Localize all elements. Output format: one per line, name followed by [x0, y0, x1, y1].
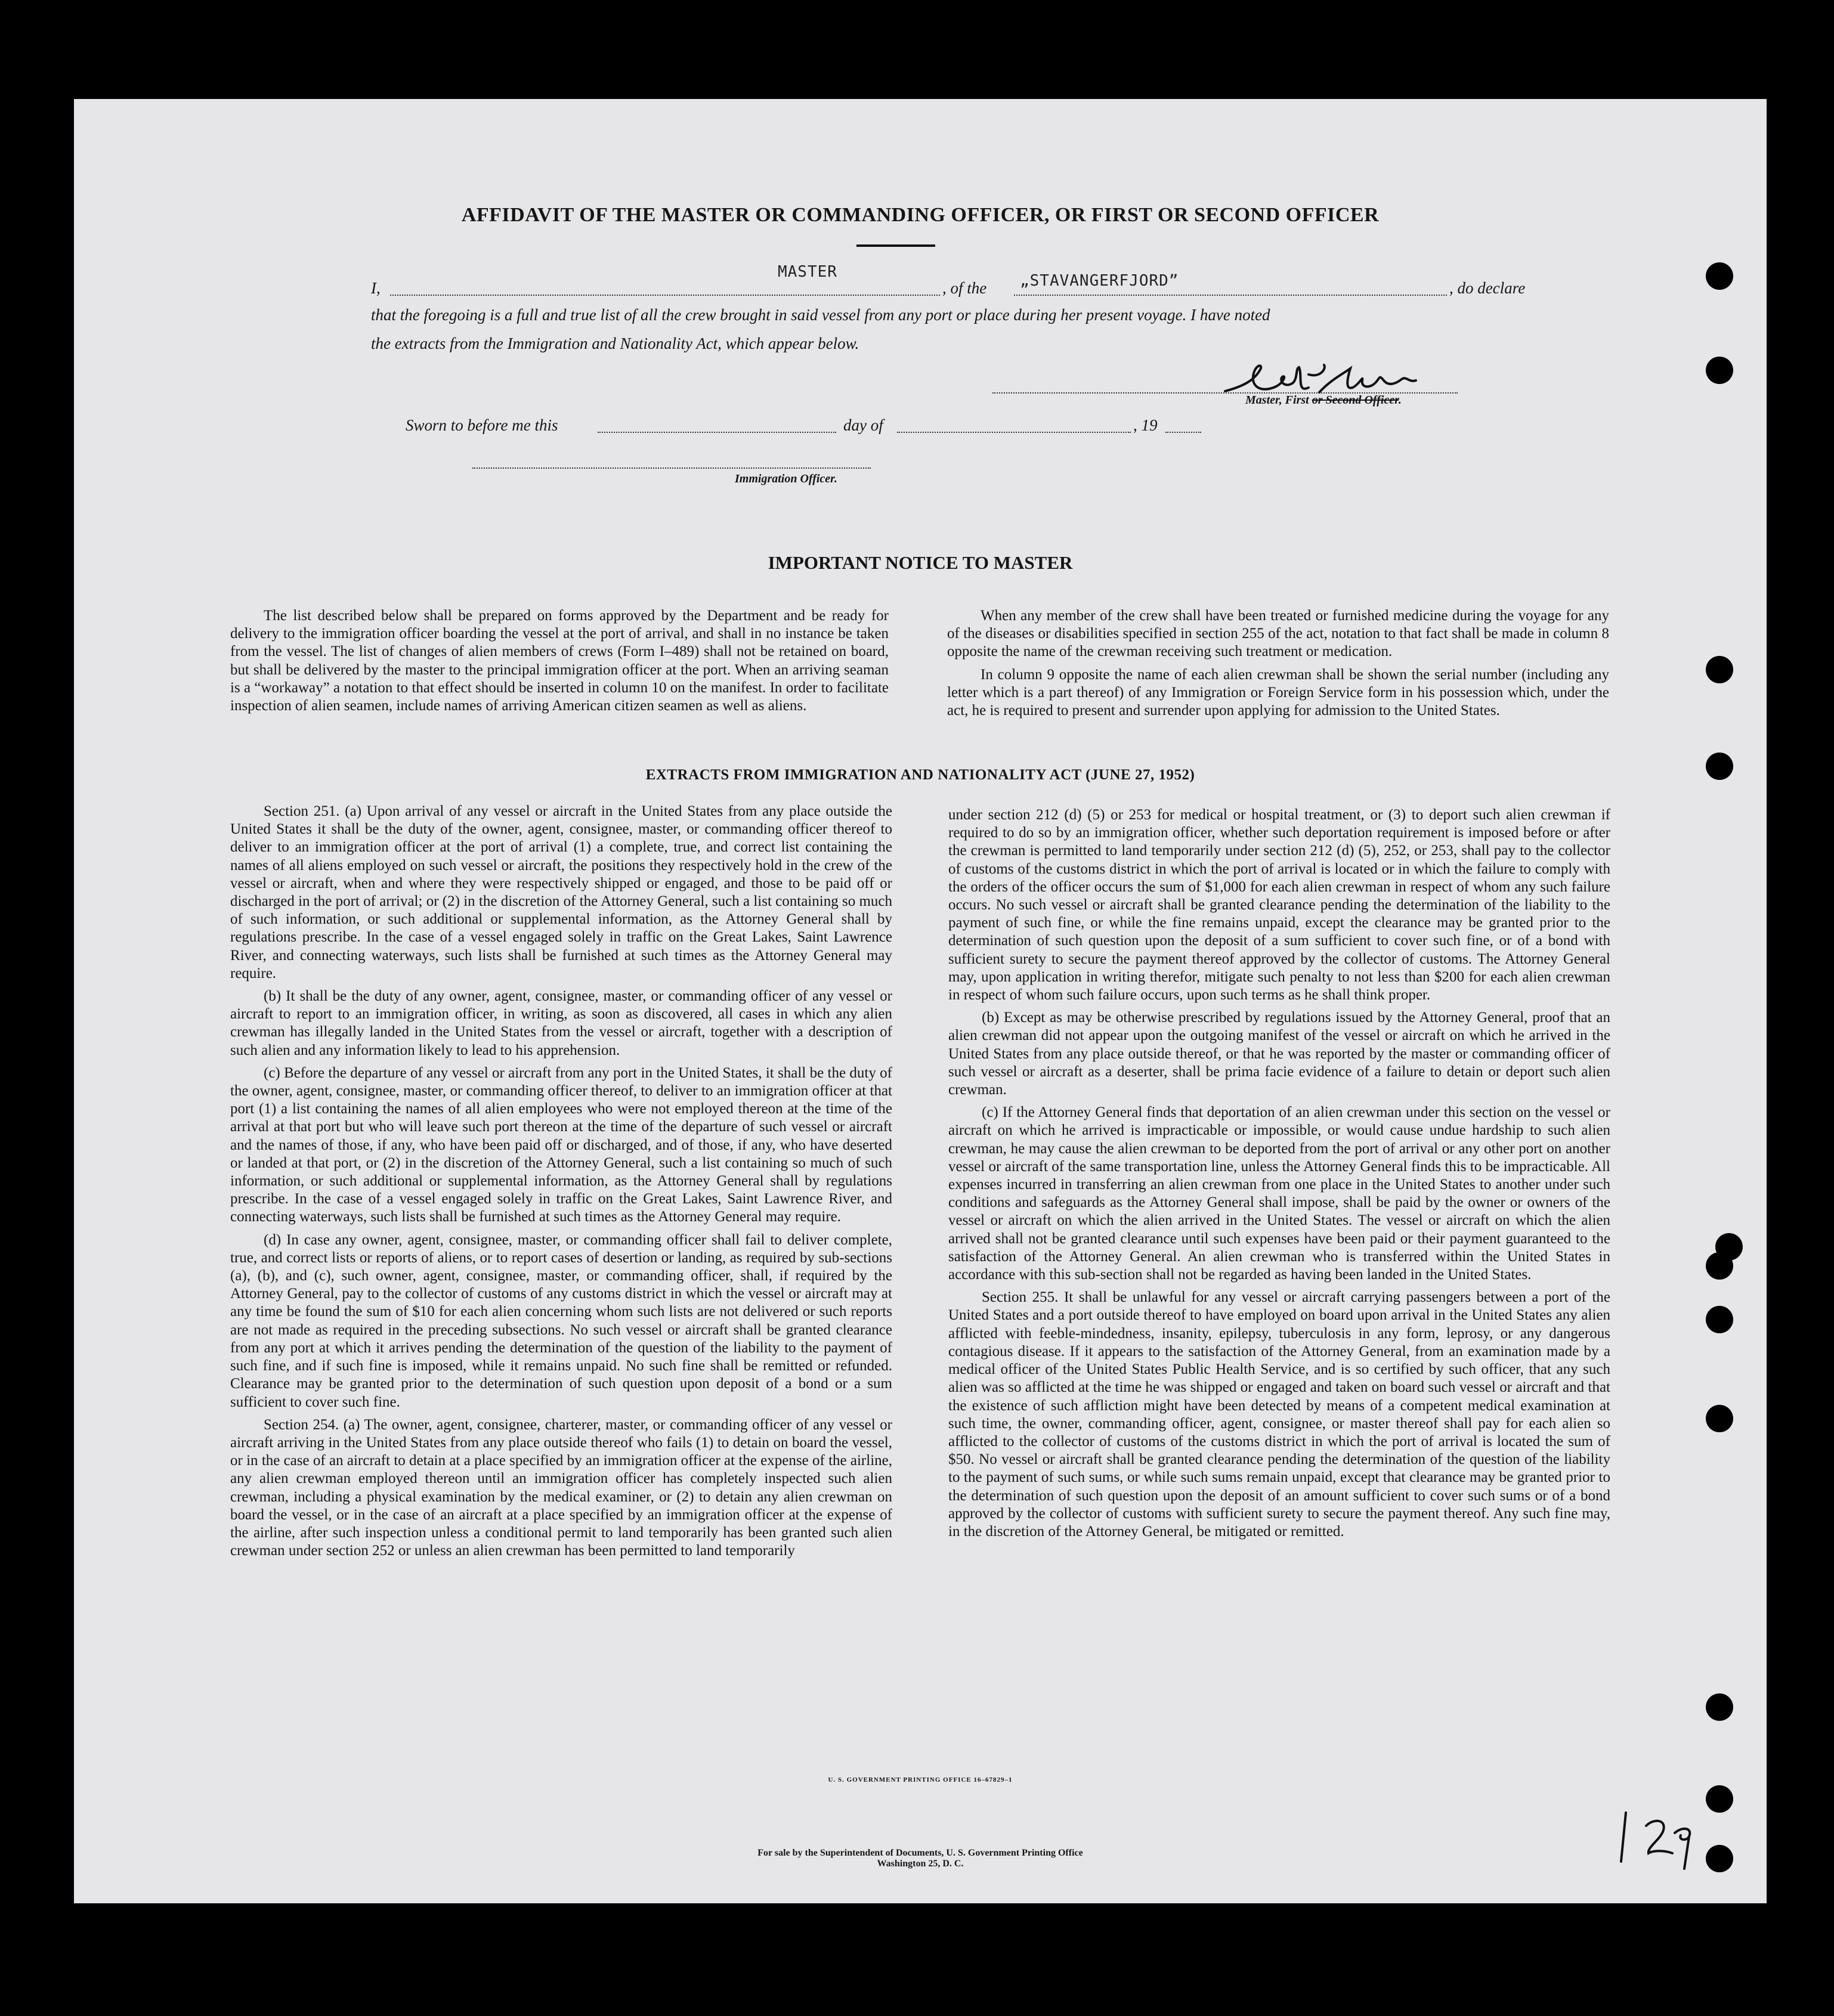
- signature-caption: [1245, 394, 1402, 407]
- extract-paragraph: (b) Except as may be otherwise prescribed by regulations issued by the Attorney General, proof that an alien crewman did not appear upon the outgoing manifest of the vessel or aircraft on which he arrived in the United States from any place outside thereof, or that he was reported by the master or commanding officer of such vessel or aircraft as a deserter, shall be prima facie evidence of a failure to detain or deport such alien crewman.: [948, 1009, 1610, 1098]
- punch-hole: [1706, 1252, 1733, 1280]
- affidavit-statement: [371, 301, 1540, 358]
- officer-blank: [390, 295, 940, 296]
- sworn-label: Sworn to before me this: [406, 416, 558, 434]
- notice-left-column: [230, 607, 889, 720]
- footer-line-2: Washington 25, D. C.: [877, 1859, 964, 1869]
- notice-left-paragraph: The list described below shall be prepared on forms approved by the Department and be ready for delivery to the immigration officer boarding the vessel at the port of arrival, and shall in no instance be taken from the vessel. The list of changes of alien members of crews (Form I–489) shall not be retained on board, but shall be delivered by the master to the principal immigration officer at the port. When an arriving seaman is a “workaway” a notation to that effect should be inserted in column 10 on the manifest. In order to facilitate inspection of alien seamen, include names of arriving American citizen seamen as well as aliens.: [230, 608, 889, 714]
- of-the-label: , of the: [942, 279, 987, 297]
- extract-paragraph: (b) It shall be the duty of any owner, agent, consignee, master, or commanding officer of any vessel or aircraft to report to an immigration officer, in writing, as soon as discovered, all cases in which any alien crewman has illegally landed in the United States from the vessel or aircraft, together with a description of such alien and any information likely to lead to his apprehension.: [230, 988, 892, 1058]
- notice-right-paragraph-1: When any member of the crew shall have been treated or furnished medicine during the voyage for any of the diseases or disabilities specified in section 255 of the act, notation to that fact shall be made in column 8 opposite the name of the crewman receiving such treatment or medication.: [947, 608, 1609, 660]
- year-label: , 19: [1133, 416, 1158, 434]
- extracts-left-column: [230, 803, 892, 1565]
- extract-paragraph: (d) In case any owner, agent, consignee, master, or commanding officer shall fail to deliver complete, true, and correct lists or reports of aliens, or to report cases of desertion or landing, as required by sub-sections (a), (b), and (c), such owner, agent, consignee, master, or commanding officer, shall, if required by the Attorney General, pay to the collector of customs of any customs district in which the vessel or aircraft may at any time be found the sum of $10 for each alien concerning whom such lists are not delivered or such reports are not made as required in the preceding subsections. No such vessel or aircraft shall be granted clearance from any port at which it arrives pending the determination of the question of the liability to the payment of such fine, and if such fine is imposed, while it remains unpaid. No such fine shall be remitted or refunded. Clearance may be granted prior to the determination of such question upon deposit of a bond or a sum sufficient to cover such fine.: [230, 1231, 892, 1410]
- extract-paragraph: Section 254. (a) The owner, agent, consignee, charterer, master, or commanding officer of any vessel or aircraft arriving in the United States from any place outside thereof who fails (1) to detain on board the vessel, or in the case of an aircraft to detain at a place specified by an immigration officer at the expense of the airline, any alien crewman employed thereon until an immigration officer has completely inspected such alien crewman, including a physical examination by the medical examiner, or (2) to detain any alien crewman on board the vessel, or in the case of an aircraft at a place specified by an immigration officer at the expense of the airline, after such inspection unless a conditional permit to land temporarily has been granted such alien crewman under section 252 or unless an alien crewman has been permitted to land temporarily: [230, 1416, 892, 1559]
- caption-struck: or Second Officer: [1312, 394, 1399, 407]
- handwritten-page-number: [1613, 1802, 1708, 1873]
- do-declare-label: , do declare: [1449, 279, 1526, 297]
- punch-hole: [1706, 752, 1733, 780]
- footer-line-1: For sale by the Superintendent of Documents, U. S. Government Printing Office: [757, 1848, 1083, 1858]
- sworn-day-blank: [598, 432, 836, 433]
- immigration-officer-label: Immigration Officer.: [735, 472, 837, 485]
- vessel-stamp: „STAVANGERFJORD”: [1020, 272, 1179, 290]
- punch-hole: [1706, 1845, 1733, 1872]
- punch-hole: [1706, 1693, 1733, 1721]
- punch-hole: [1706, 1785, 1733, 1813]
- notice-right-column: [947, 607, 1609, 724]
- year-blank: [1165, 432, 1201, 433]
- gpo-imprint: U. S. GOVERNMENT PRINTING OFFICE 16–67829–1: [828, 1776, 1013, 1783]
- vessel-blank: [1014, 295, 1447, 296]
- notice-title: IMPORTANT NOTICE TO MASTER: [768, 552, 1073, 573]
- immigration-officer-line: [472, 467, 871, 469]
- punch-hole: [1706, 357, 1733, 384]
- extract-paragraph: Section 255. It shall be unlawful for any vessel or aircraft carrying passengers between a port of the United States and a port outside thereof to have employed on board upon arrival in the United States any alien afflicted with feeble-mindedness, insanity, epilepsy, tuberculosis in any form, leprosy, or any dangerous contagious disease. If it appears to the satisfaction of the Attorney General, from an examination made by a medical officer of the United States Public Health Service, and is so certified by such officer, that any such alien was so afflicted at the time he was shipped or engaged and taken on board such vessel or aircraft and that the existence of such affliction might have been detected by means of a competent medical examination at such time, the owner, commanding officer, agent, consignee, or master thereof shall pay for each alien so afflicted to the collector of customs of the customs district in which the port of arrival is located the sum of $50. No vessel or aircraft shall be granted clearance pending the determination of the question of the liability to the payment of such sums, or while such sums remain unpaid, except that clearance may be granted prior to the determination of such question upon the deposit of an amount sufficient to cover such sums or of a bond approved by the collector of customs with sufficient surety to secure the payment thereof. Any such fine may, in the discretion of the Attorney General, be mitigated or remitted.: [948, 1289, 1610, 1540]
- statement-line-1: that the foregoing is a full and true list of all the crew brought in said vessel from any port or place during her present voyage. I have noted: [371, 306, 1270, 324]
- notice-right-paragraph-2: In column 9 opposite the name of each alien crewman shall be shown the serial number (including any letter which is a part thereof) of any Immigration or Foreign Service form in his possession which, under the act, he is required to present and surrender upon applying for admission to the United States.: [947, 666, 1609, 719]
- statement-line-2: the extracts from the Immigration and Nationality Act, which appear below.: [371, 335, 859, 352]
- punch-hole: [1706, 262, 1733, 290]
- extracts-right-column: [948, 806, 1610, 1546]
- caption-end: .: [1398, 394, 1402, 407]
- extract-paragraph: (c) Before the departure of any vessel or aircraft from any port in the United States, it shall be the duty of the owner, agent, consignee, master, or commanding officer thereof, to deliver to an immigration officer at that port (1) a list containing the names of all alien employees who were not employed thereon at the time of the arrival at that port but who will leave such port thereon at the time of the departure of such vessel or aircraft and the names of those, if any, who have been paid off or discharged, and of those, if any, who have deserted or landed at that port, or (2) in the discretion of the Attorney General, such a list containing so much of such information, or such additional or supplemental information, as the Attorney General shall by regulations prescribe. In the case of a vessel engaged solely in traffic on the Great Lakes, Saint Lawrence River, and connecting waterways, such lists shall be furnished at such times as the Attorney General may require.: [230, 1064, 892, 1225]
- punch-hole: [1706, 1306, 1733, 1333]
- caption-master: Master, First: [1245, 394, 1312, 407]
- title-rule: [856, 244, 935, 247]
- punch-hole: [1706, 656, 1733, 683]
- affidavit-title: AFFIDAVIT OF THE MASTER OR COMMANDING OFFICER, OR FIRST OR SECOND OFFICER: [461, 204, 1380, 226]
- officer-stamp: MASTER: [778, 263, 837, 281]
- extract-paragraph: (c) If the Attorney General finds that deportation of an alien crewman under this section on the vessel or aircraft on which he arrived is impracticable or impossible, or would cause undue hardship to such alien crewman, he may cause the alien crewman to be deported from the port of arrival or any other port on another vessel or aircraft of the same transportation line, unless the Attorney General finds this to be impracticable. All expenses incurred in transferring an alien crewman from one place in the United States to another under such conditions and safeguards as the Attorney General shall impose, shall be paid by the owner or owners of the vessel or aircraft on which the alien arrived in the United States. The vessel or aircraft on which the alien arrived shall not be granted clearance until such expenses have been paid or their payment guaranteed to the satisfaction of the Attorney General. An alien crewman who is transferred within the United States in accordance with this sub-section shall not be regarded as having been landed in the United States.: [948, 1104, 1610, 1283]
- extract-paragraph: Section 251. (a) Upon arrival of any vessel or aircraft in the United States from any place outside the United States it shall be the duty of the owner, agent, consignee, master, or commanding officer thereof to deliver to an immigration officer at the port of arrival (1) a complete, true, and correct list containing the names of all aliens employed on such vessel or aircraft, the positions they respectively hold in the crew of the vessel or aircraft, when and where they were respectively shipped or engaged, and those to be paid off or discharged in the port of arrival; or (2) in the discretion of the Attorney General, such a list containing so much of such information, or such additional or supplemental information, as the Attorney General shall by regulations prescribe. In the case of a vessel engaged solely in traffic on the Great Lakes, Saint Lawrence River, and connecting waterways, such lists shall be furnished at such times as the Attorney General may require.: [230, 803, 892, 981]
- extracts-title: EXTRACTS FROM IMMIGRATION AND NATIONALITY ACT (JUNE 27, 1952): [645, 767, 1195, 783]
- extract-paragraph: under section 212 (d) (5) or 253 for medical or hospital treatment, or (3) to deport such alien crewman if required to do so by an immigration officer, whether such deportation requirement is imposed before or after the crewman is permitted to land temporarily under section 212 (d) (5), 252, or 253, shall pay to the collector of customs of the customs district in which the port of arrival is located or in which the failure to comply with the orders of the officer occurs the sum of $1,000 for each alien crewman in respect of whom any such failure occurs. No such vessel or aircraft shall be granted clearance pending the determination of the liability to the payment of such fine, or while the fine remains unpaid, except the clearance may be granted prior to the determination of such question upon the deposit of a sum sufficient to cover such fine, or of a bond with sufficient surety to secure the payment thereof approved by the collector of customs. The Attorney General may, upon application in writing therefor, mitigate such penalty to not less than $200 for each alien crewman in respect of whom such failure occurs, upon such terms as he shall think proper.: [948, 807, 1610, 1004]
- form-page: [74, 99, 1767, 1903]
- sworn-month-blank: [897, 432, 1131, 433]
- punch-hole: [1706, 1405, 1733, 1432]
- declare-i-label: I,: [371, 279, 381, 297]
- footer-imprint: [74, 1848, 1767, 1869]
- day-of-label: day of: [843, 416, 883, 434]
